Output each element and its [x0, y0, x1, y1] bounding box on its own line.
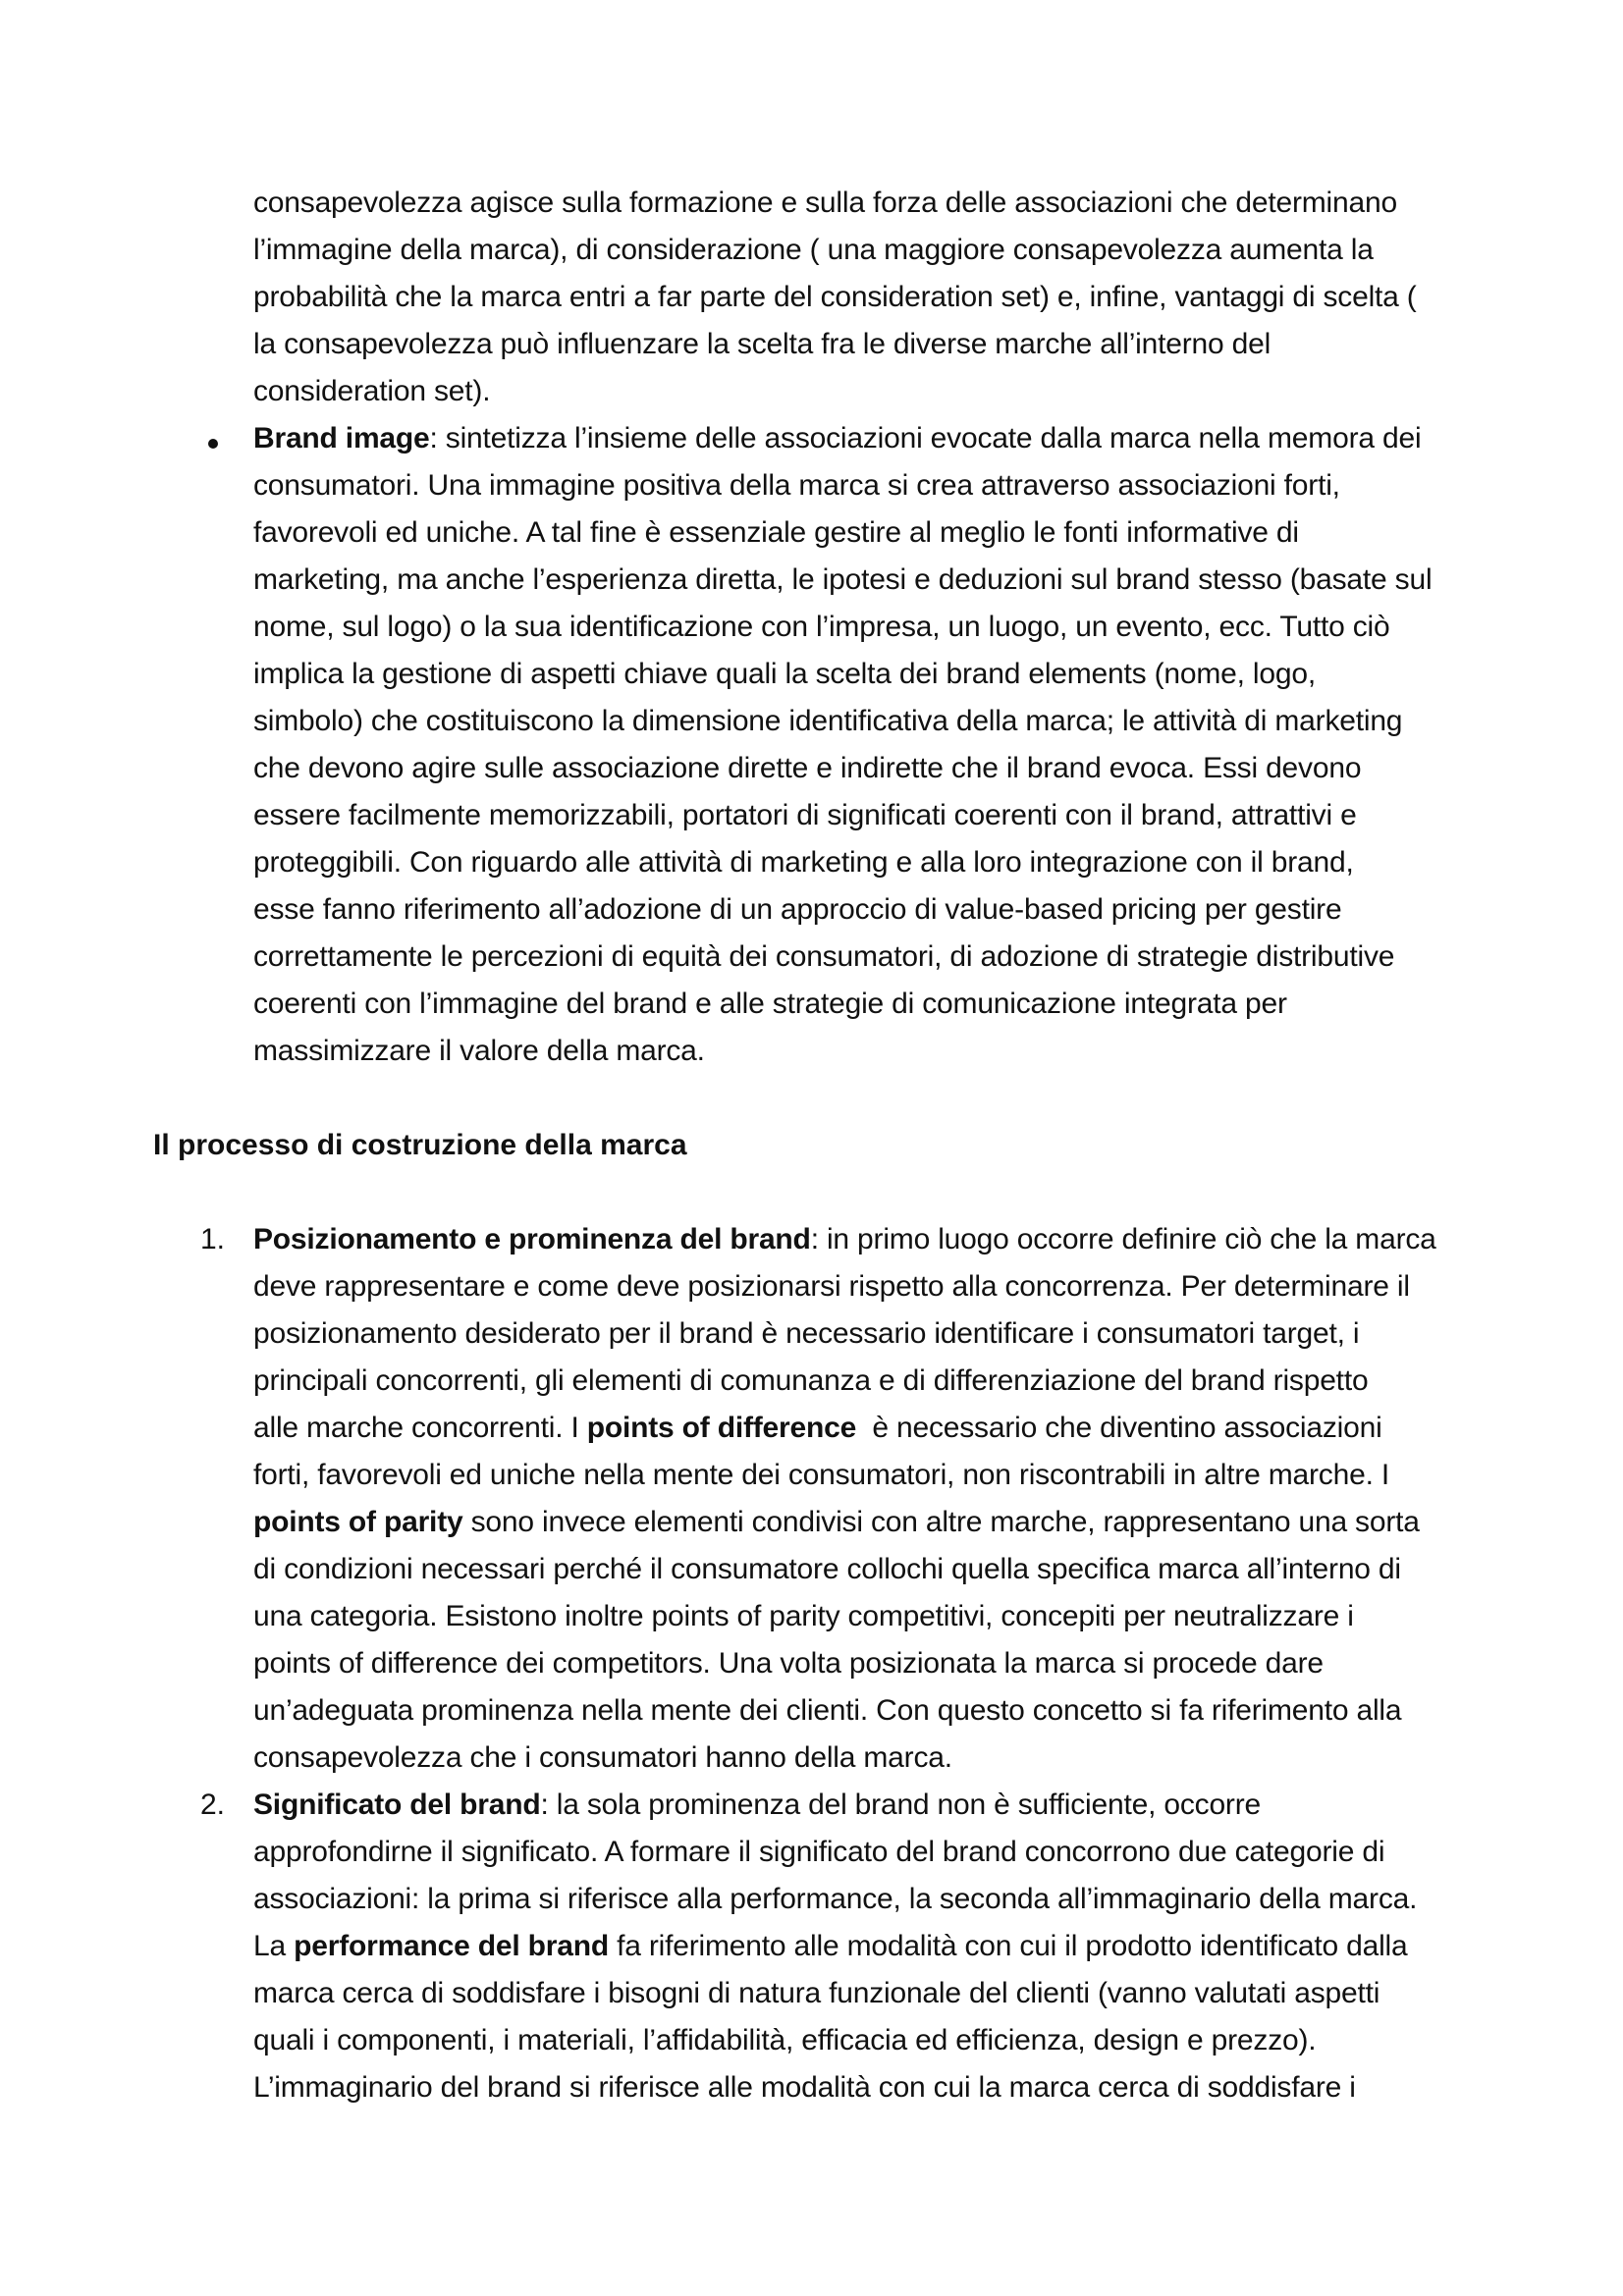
bold-term: Brand image: [253, 422, 430, 454]
paragraph-line: [253, 1782, 1261, 1829]
paragraph-line: una categoria. Esistono inoltre points of parity competitivi, concepiti per neutralizzare i: [253, 1600, 1354, 1632]
bold-term: Significato del brand: [253, 1789, 541, 1821]
paragraph-line: [253, 1216, 1436, 1263]
text-run: fa riferimento alle modalità con cui il prodotto identificato dalla: [609, 1930, 1408, 1962]
paragraph-line: quali i componenti, i materiali, l’affidabilità, efficacia ed efficienza, design e prezzo).: [253, 2024, 1317, 2056]
text-run: La: [253, 1930, 295, 1962]
paragraph-line: associazioni: la prima si riferisce alla performance, la seconda all’immaginario della marca.: [253, 1883, 1418, 1915]
list-number: 1.: [200, 1223, 226, 1255]
paragraph-line: esse fanno riferimento all’adozione di un approccio di value-based pricing per gestire: [253, 893, 1342, 926]
paragraph-line: marca cerca di soddisfare i bisogni di natura funzionale del clienti (vanno valutati aspetti: [253, 1977, 1380, 2009]
paragraph-line: consideration set).: [253, 375, 491, 407]
paragraph-line: la consapevolezza può influenzare la scelta fra le diverse marche all’interno del: [253, 328, 1271, 360]
paragraph-line: principali concorrenti, gli elementi di comunanza e di differenziazione del brand rispetto: [253, 1364, 1369, 1397]
paragraph-line: consapevolezza che i consumatori hanno della marca.: [253, 1741, 952, 1774]
paragraph-line: consumatori. Una immagine positiva della marca si crea attraverso associazioni forti,: [253, 469, 1340, 502]
bold-term: performance del brand: [294, 1930, 609, 1962]
paragraph-line: un’adeguata prominenza nella mente dei clienti. Con questo concetto si fa riferimento alla: [253, 1694, 1402, 1727]
paragraph-line: implica la gestione di aspetti chiave quali la scelta dei brand elements (nome, logo,: [253, 658, 1316, 690]
text-run: : la sola prominenza del brand non è sufficiente, occorre: [540, 1789, 1261, 1821]
paragraph-line: simbolo) che costituiscono la dimensione identificativa della marca; le attività di marketing: [253, 705, 1403, 737]
paragraph-line: consapevolezza agisce sulla formazione e sulla forza delle associazioni che determinano: [253, 187, 1397, 219]
bold-term: Posizionamento e prominenza del brand: [253, 1223, 811, 1255]
paragraph-line: di condizioni necessari perché il consumatore collochi quella specifica marca all’interno di: [253, 1553, 1401, 1585]
paragraph-line: massimizzare il valore della marca.: [253, 1035, 705, 1067]
bold-term: points of difference: [586, 1412, 857, 1444]
paragraph-line: posizionamento desiderato per il brand è necessario identificare i consumatori target, i: [253, 1317, 1360, 1350]
paragraph-line: L’immaginario del brand si riferisce alle modalità con cui la marca cerca di soddisfare i: [253, 2071, 1356, 2104]
paragraph-line: [253, 1923, 1408, 1970]
paragraph-line: [253, 1499, 1420, 1546]
paragraph-line: forti, favorevoli ed uniche nella mente dei consumatori, non riscontrabili in altre marche. I: [253, 1459, 1389, 1491]
paragraph-line: proteggibili. Con riguardo alle attività di marketing e alla loro integrazione con il brand,: [253, 846, 1354, 879]
text-run: : sintetizza l’insieme delle associazioni evocate dalla marca nella memora dei: [429, 422, 1422, 454]
text-run: alle marche concorrenti. I: [253, 1412, 587, 1444]
paragraph-line: nome, sul logo) o la sua identificazione con l’impresa, un luogo, un evento, ecc. Tutto ciò: [253, 611, 1390, 643]
text-run: sono invece elementi condivisi con altre marche, rappresentano una sorta: [462, 1506, 1420, 1538]
text-run: è necessario che diventino associazioni: [856, 1412, 1382, 1444]
paragraph-line: marketing, ma anche l’esperienza diretta, le ipotesi e deduzioni sul brand stesso (basate sul: [253, 563, 1433, 596]
list-number: 2.: [200, 1789, 226, 1821]
bold-term: points of parity: [253, 1506, 463, 1538]
paragraph-line: favorevoli ed uniche. A tal fine è essenziale gestire al meglio le fonti informative di: [253, 516, 1299, 549]
paragraph-line: che devono agire sulle associazione dirette e indirette che il brand evoca. Essi devono: [253, 752, 1362, 784]
paragraph-line: coerenti con l’immagine del brand e alle strategie di comunicazione integrata per: [253, 988, 1287, 1020]
bullet-icon: [208, 439, 218, 449]
paragraph-line: approfondirne il significato. A formare il significato del brand concorrono due categorie di: [253, 1836, 1385, 1868]
paragraph-line: [253, 415, 1421, 462]
paragraph-line: [253, 1405, 1382, 1452]
paragraph-line: l’immagine della marca), di considerazione ( una maggiore consapevolezza aumenta la: [253, 234, 1374, 266]
text-run: : in primo luogo occorre definire ciò che la marca: [810, 1223, 1436, 1255]
paragraph-line: points of difference dei competitors. Una volta posizionata la marca si procede dare: [253, 1647, 1324, 1680]
paragraph-line: probabilità che la marca entri a far parte del consideration set) e, infine, vantaggi di scelta (: [253, 281, 1417, 313]
paragraph-line: correttamente le percezioni di equità dei consumatori, di adozione di strategie distributive: [253, 940, 1395, 973]
paragraph-line: essere facilmente memorizzabili, portatori di significati coerenti con il brand, attrattivi e: [253, 799, 1357, 831]
section-heading: Il processo di costruzione della marca: [153, 1129, 687, 1161]
paragraph-line: deve rappresentare e come deve posizionarsi rispetto alla concorrenza. Per determinare il: [253, 1270, 1410, 1303]
